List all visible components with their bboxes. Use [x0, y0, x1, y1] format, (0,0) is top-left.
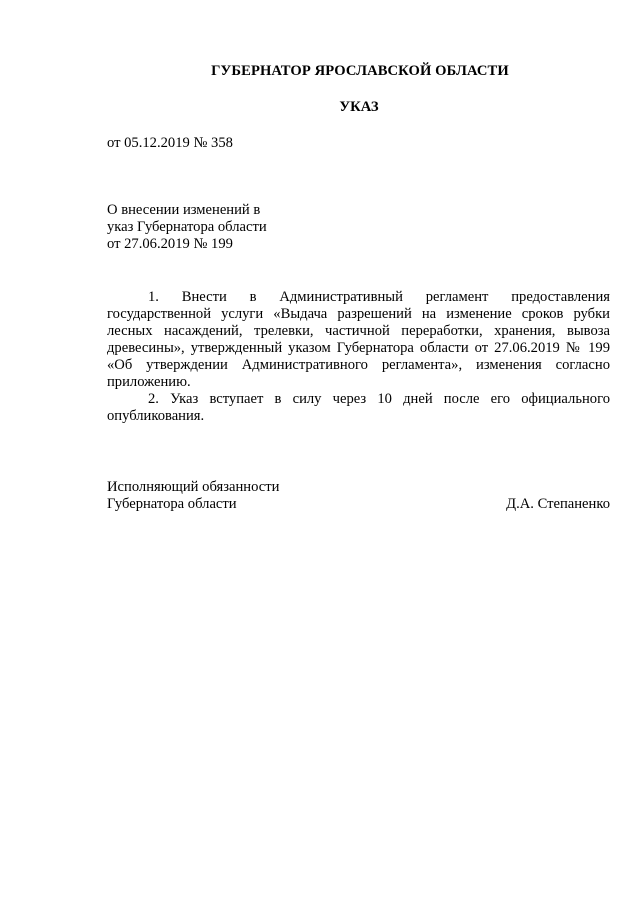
signature-block [107, 479, 610, 513]
document-body [107, 289, 610, 425]
body-paragraph: 2. Указ вступает в силу через 10 дней после его официального опубликования. [107, 391, 610, 424]
subject-line: указ Губернатора области [107, 219, 267, 235]
signer-position: Исполняющий обязанности [107, 479, 280, 495]
document-title: ГУБЕРНАТОР ЯРОСЛАВСКОЙ ОБЛАСТИ [211, 63, 509, 79]
signature-row [107, 496, 610, 513]
subject-line: от 27.06.2019 № 199 [107, 236, 233, 252]
subject-block [107, 202, 267, 253]
subject-line: О внесении изменений в [107, 202, 261, 218]
signer-position: Губернатора области [107, 496, 237, 512]
date-number: от 05.12.2019 № 358 [107, 135, 233, 151]
document-type: УКАЗ [339, 99, 379, 115]
signer-name: Д.А. Степаненко [506, 496, 610, 512]
body-paragraph: 1. Внести в Административный регламент предоставления государственной услуги «Выдача разрешений на изменение сроков рубки лесных насаждений, трелевки, частичной переработки, хранения, вывоза древесины», утвержденный указом Губернатора области от 27.06.2019 № 199 «Об утверждении Административного регламента», изменения согласно приложению. [107, 289, 610, 390]
